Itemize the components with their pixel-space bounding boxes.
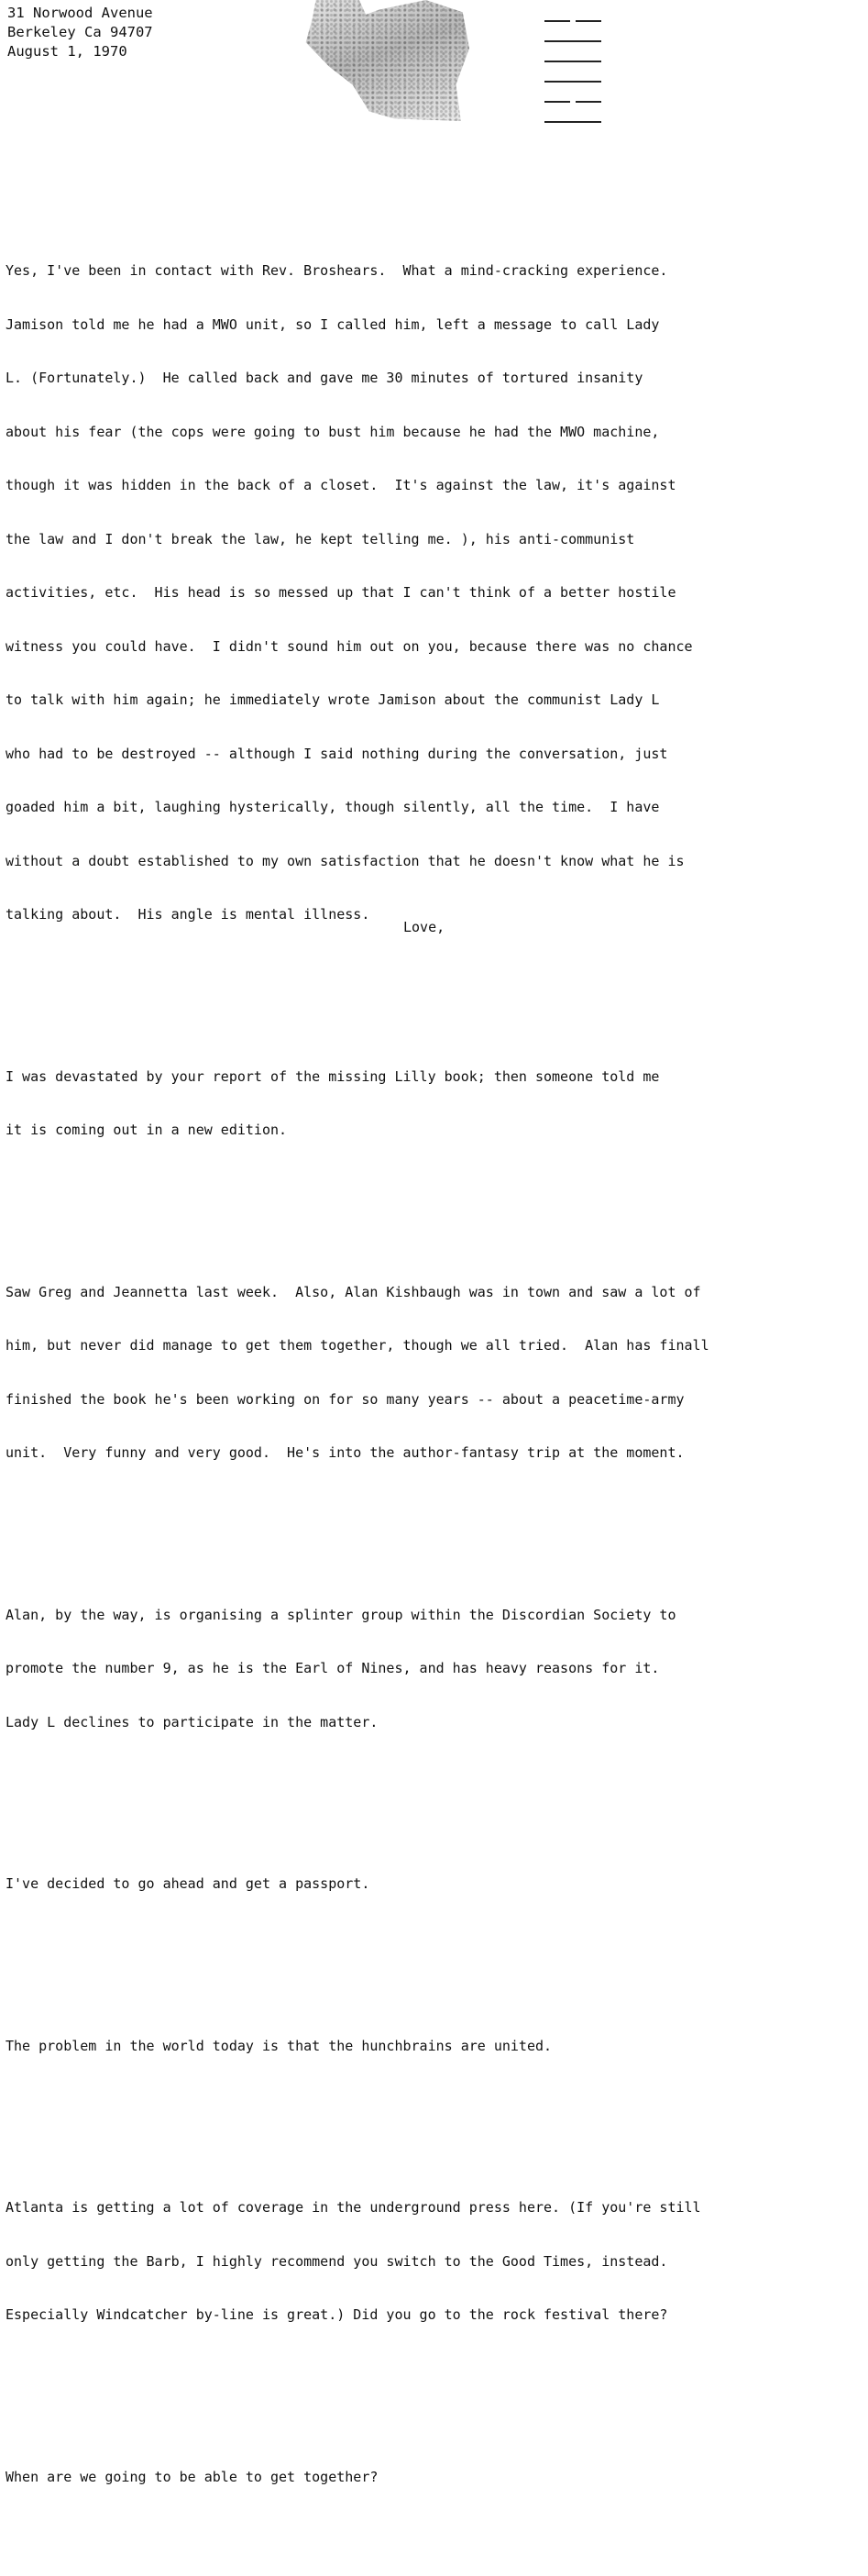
paragraph-together bbox=[5, 2415, 867, 2450]
text-line: who had to be destroyed -- although I said nothing during the conversation, just bbox=[5, 745, 668, 762]
paragraph-lilly-book bbox=[5, 1014, 867, 1050]
text-line: Jamison told me he had a MWO unit, so I called him, left a message to call Lady bbox=[5, 315, 660, 333]
text-line: about his fear (the cops were going to bust him because he had the MWO machine, bbox=[5, 423, 660, 440]
letter-body bbox=[5, 172, 867, 2576]
text-line: Saw Greg and Jeannetta last week. Also, Alan Kishbaugh was in town and saw a lot of bbox=[5, 1283, 701, 1300]
paragraph-hunchbrains bbox=[5, 1984, 867, 2019]
text-line: activities, etc. His head is so messed up that I can't think of a better hostile bbox=[5, 584, 676, 601]
text-line: witness you could have. I didn't sound him out on you, because there was no chance bbox=[5, 637, 693, 655]
text-line: When are we going to be able to get together? bbox=[5, 2468, 379, 2485]
text-line: to talk with him again; he immediately wrote Jamison about the communist Lady L bbox=[5, 691, 660, 708]
text-line: without a doubt established to my own satisfaction that he doesn't know what he is bbox=[5, 852, 685, 869]
text-line: Atlanta is getting a lot of coverage in the underground press here. (If you're still bbox=[5, 2199, 701, 2216]
letter-closing: Love, bbox=[403, 919, 445, 935]
text-line: I've decided to go ahead and get a passport. bbox=[5, 1875, 370, 1892]
text-line: L. (Fortunately.) He called back and gave me 30 minutes of tortured insanity bbox=[5, 370, 643, 386]
text-line: though it was hidden in the back of a closet. It's against the law, it's against bbox=[5, 477, 676, 493]
text-line: goaded him a bit, laughing hysterically, though silently, all the time. I have bbox=[5, 799, 660, 815]
paragraph-greg-alan bbox=[5, 1230, 867, 1266]
paragraph-discordian bbox=[5, 1553, 867, 1588]
address-city: Berkeley Ca 94707 bbox=[7, 24, 153, 40]
seal-lines-mark bbox=[544, 17, 601, 127]
paragraph-atlanta bbox=[5, 2145, 867, 2181]
stamp-smudge bbox=[302, 0, 469, 121]
text-line: Alan, by the way, is organising a splinter group within the Discordian Society to bbox=[5, 1606, 676, 1623]
text-line: only getting the Barb, I highly recommend you switch to the Good Times, instead. bbox=[5, 2252, 668, 2270]
text-line: promote the number 9, as he is the Earl of Nines, and has heavy reasons for it. bbox=[5, 1660, 660, 1676]
text-line: talking about. His angle is mental illness. bbox=[5, 906, 370, 923]
text-line: Lady L declines to participate in the matter. bbox=[5, 1713, 379, 1730]
text-line: Yes, I've been in contact with Rev. Broshears. What a mind-cracking experience. bbox=[5, 262, 668, 279]
sender-address bbox=[7, 4, 153, 61]
text-line: him, but never did manage to get them together, though we all tried. Alan has finall bbox=[5, 1337, 709, 1354]
text-line: the law and I don't break the law, he kept telling me. ), his anti-communist bbox=[5, 530, 635, 547]
letter-date: August 1, 1970 bbox=[7, 43, 127, 60]
text-line: I was devastated by your report of the missing Lilly book; then someone told me bbox=[5, 1067, 660, 1085]
text-line: unit. Very funny and very good. He's into the author-fantasy trip at the moment. bbox=[5, 1444, 685, 1461]
paragraph-broshears bbox=[5, 208, 867, 244]
text-line: finished the book he's been working on for so many years -- about a peacetime-army bbox=[5, 1390, 685, 1408]
text-line: it is coming out in a new edition. bbox=[5, 1122, 288, 1138]
paragraph-passport bbox=[5, 1821, 867, 1857]
text-line: The problem in the world today is that the hunchbrains are united. bbox=[5, 2037, 553, 2054]
address-street: 31 Norwood Avenue bbox=[7, 5, 153, 21]
text-line: Especially Windcatcher by-line is great.) Did you go to the rock festival there? bbox=[5, 2306, 668, 2323]
